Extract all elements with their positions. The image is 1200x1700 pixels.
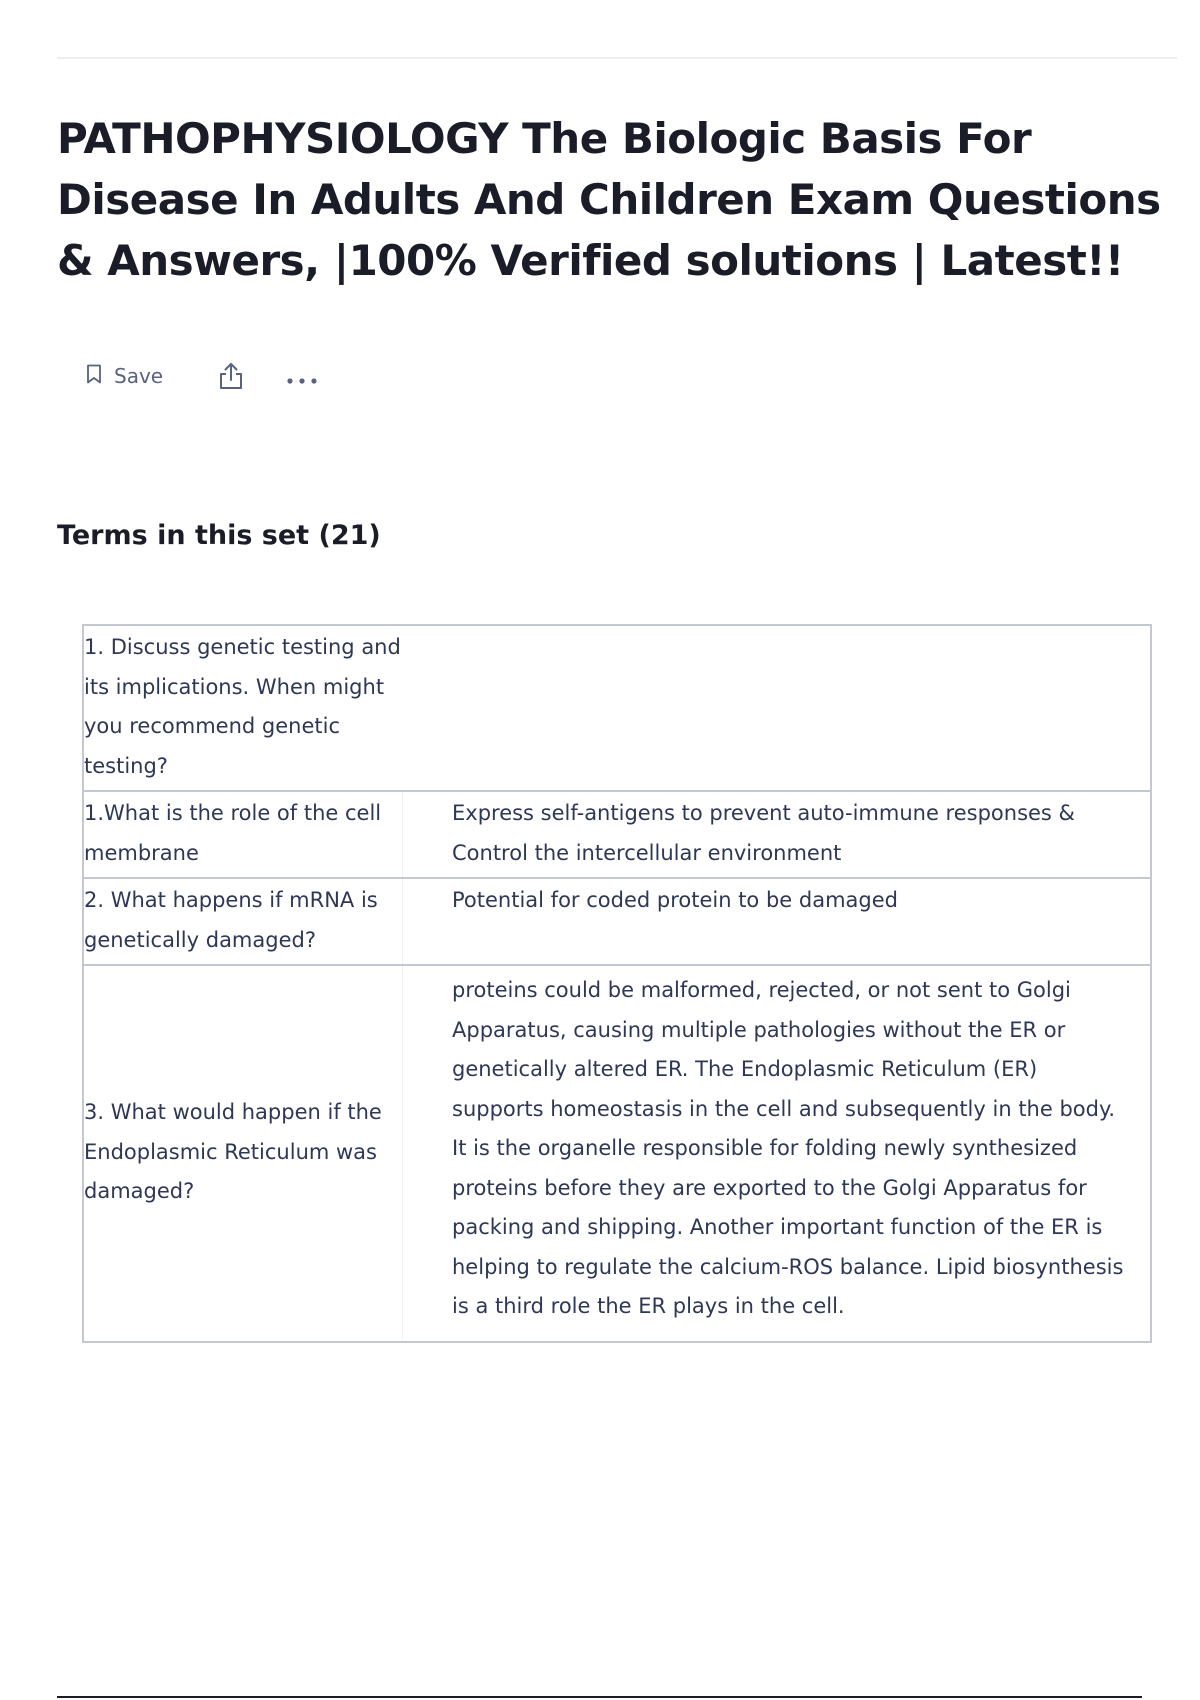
terms-table	[82, 624, 1152, 1343]
page-title: PATHOPHYSIOLOGY The Biologic Basis For Disease In Adults And Children Exam Questions & Answers, |100% Verified solutions | Latest!!	[57, 114, 1161, 285]
share-icon	[217, 361, 245, 391]
term-text: 2. What happens if mRNA is genetically damaged?	[84, 888, 378, 952]
terms-heading: Terms in this set (21)	[57, 520, 381, 551]
more-options-icon	[285, 376, 319, 386]
top-divider	[57, 57, 1177, 59]
term-text: 1. Discuss genetic testing and its implications. When might you recommend genetic testing?	[84, 635, 401, 778]
definition-text: proteins could be malformed, rejected, or not sent to Golgi Apparatus, causing multiple pathologies without the ER or genetically altered ER. The Endoplasmic Reticulum (ER) supports homeostasis in the cell and subsequently in the body. It is the organelle responsible for folding newly synthesized proteins before they are exported to the Golgi Apparatus for packing and shipping. Another important function of the ER is helping to regulate the calcium-ROS balance. Lipid biosynthesis is a third role the ER plays in the cell.	[403, 965, 1152, 1342]
term-row[interactable]	[83, 965, 1151, 1342]
term-text: 1.What is the role of the cell membrane	[84, 801, 382, 865]
definition-text: Express self-antigens to prevent auto-immune responses & Control the intercellular environment	[403, 791, 1152, 878]
bottom-divider	[57, 1696, 1142, 1698]
save-button[interactable]	[86, 364, 163, 389]
term-text: 3. What would happen if the Endoplasmic Reticulum was damaged?	[84, 1100, 382, 1203]
bookmark-icon	[86, 364, 102, 389]
definition-text	[403, 625, 1152, 791]
definition-text: Potential for coded protein to be damaged	[403, 878, 1152, 965]
share-button[interactable]	[217, 361, 245, 391]
more-options-button[interactable]	[285, 371, 319, 381]
action-bar	[86, 356, 319, 396]
term-row[interactable]	[83, 878, 1151, 965]
term-row[interactable]	[83, 625, 1151, 791]
term-row[interactable]	[83, 791, 1151, 878]
save-label: Save	[114, 364, 164, 388]
